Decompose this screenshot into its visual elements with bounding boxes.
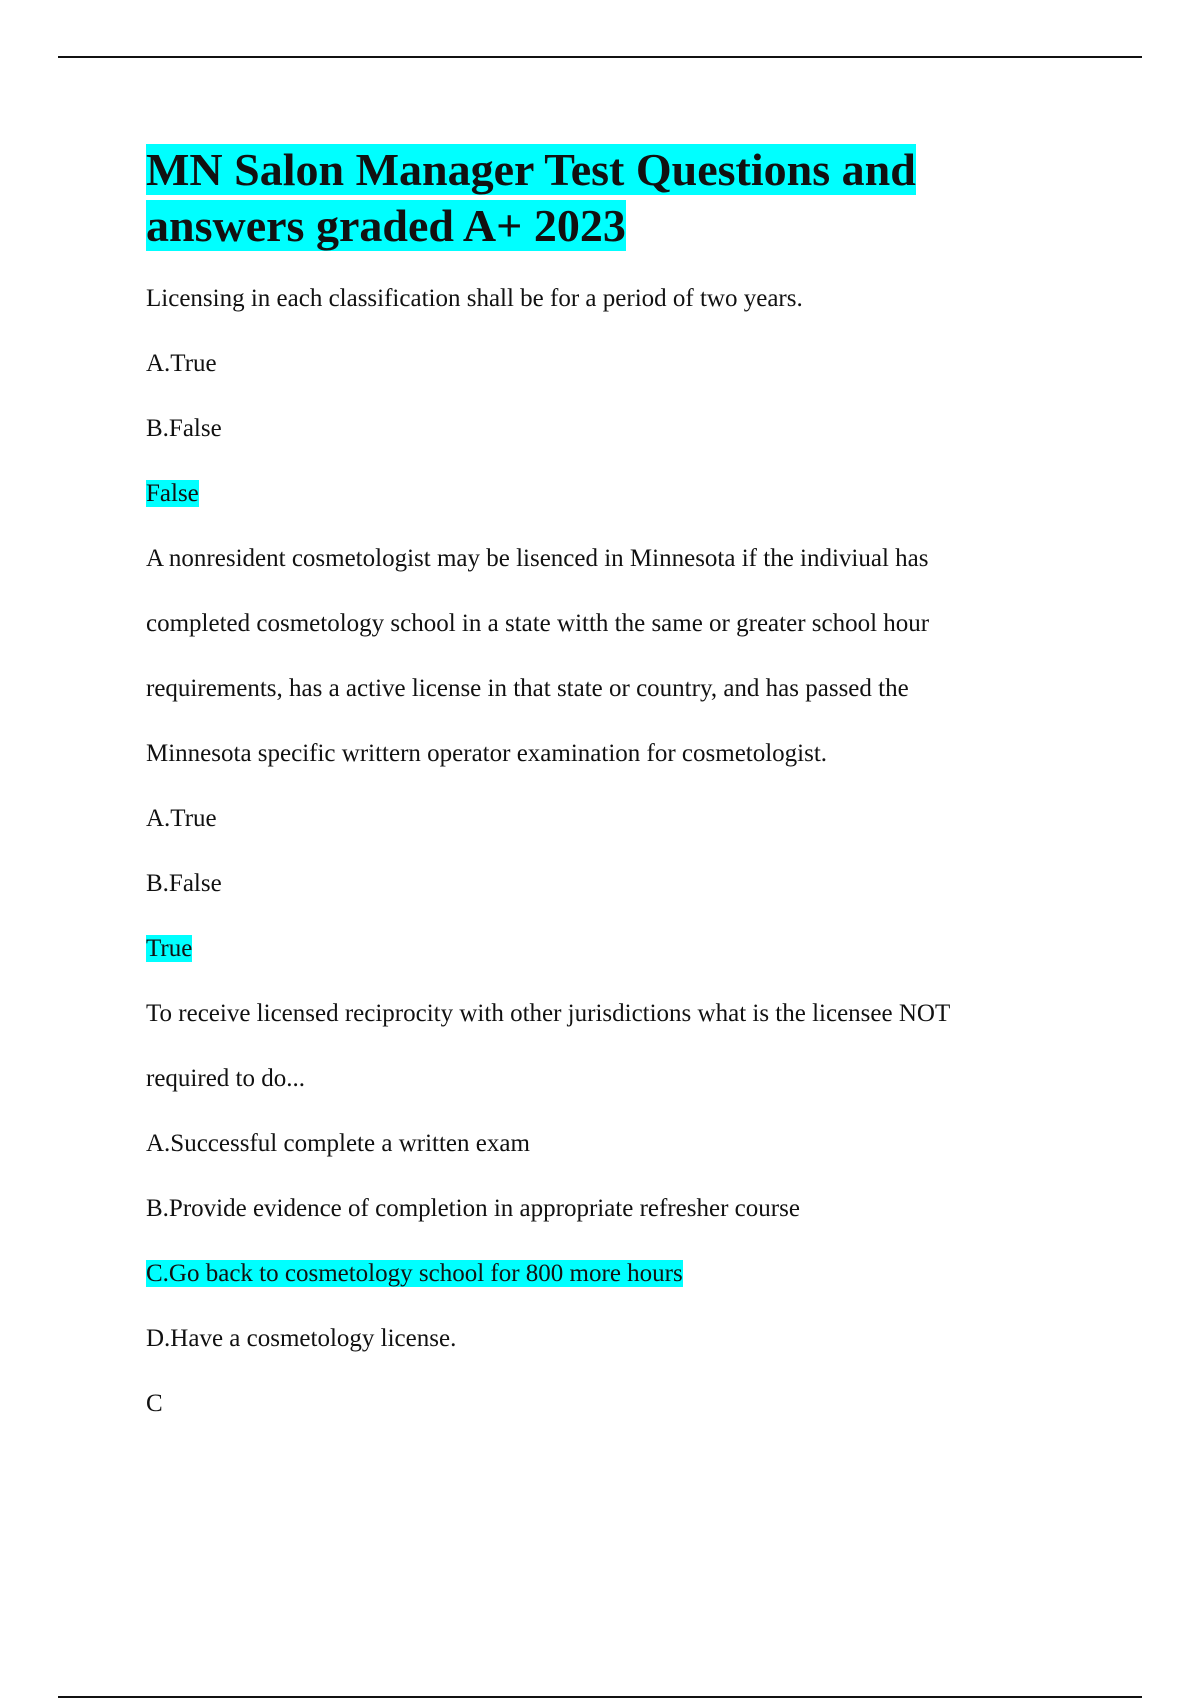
question-text: To receive licensed reciprocity with other jurisdictions what is the licensee NOT <box>146 1000 951 1027</box>
bottom-rule <box>58 1696 1142 1698</box>
document-body <box>146 142 1096 1436</box>
option-d: D.Have a cosmetology license. <box>146 1325 457 1352</box>
answer-line: C <box>146 1390 163 1417</box>
question-text: required to do... <box>146 1065 305 1092</box>
option-b: B.False <box>146 870 222 897</box>
answer-highlight: C.Go back to cosmetology school for 800 more hours <box>146 1260 683 1287</box>
option-b: B.False <box>146 415 222 442</box>
question-text: Licensing in each classification shall be for a period of two years. <box>146 285 803 312</box>
question-text: completed cosmetology school in a state witth the same or greater school hour <box>146 610 930 637</box>
question-block-1 <box>146 266 1096 526</box>
answer-line <box>146 916 1096 981</box>
document-title <box>146 142 1096 254</box>
question-text: requirements, has a active license in that state or country, and has passed the <box>146 675 909 702</box>
answer-highlight: True <box>146 935 193 962</box>
top-rule <box>58 56 1142 58</box>
option-b: B.Provide evidence of completion in appropriate refresher course <box>146 1195 800 1222</box>
option-c <box>146 1241 1096 1306</box>
question-block-2 <box>146 526 1096 981</box>
question-text: A nonresident cosmetologist may be lisenced in Minnesota if the indiviual has <box>146 545 929 572</box>
title-line-1: MN Salon Manager Test Questions and <box>146 144 916 195</box>
answer-highlight: False <box>146 480 199 507</box>
option-a: A.Successful complete a written exam <box>146 1130 530 1157</box>
title-line-2: answers graded A+ 2023 <box>146 200 626 251</box>
question-text: Minnesota specific writtern operator examination for cosmetologist. <box>146 740 828 767</box>
option-a: A.True <box>146 350 217 377</box>
question-block-3 <box>146 981 1096 1436</box>
answer-line <box>146 461 1096 526</box>
option-a: A.True <box>146 805 217 832</box>
